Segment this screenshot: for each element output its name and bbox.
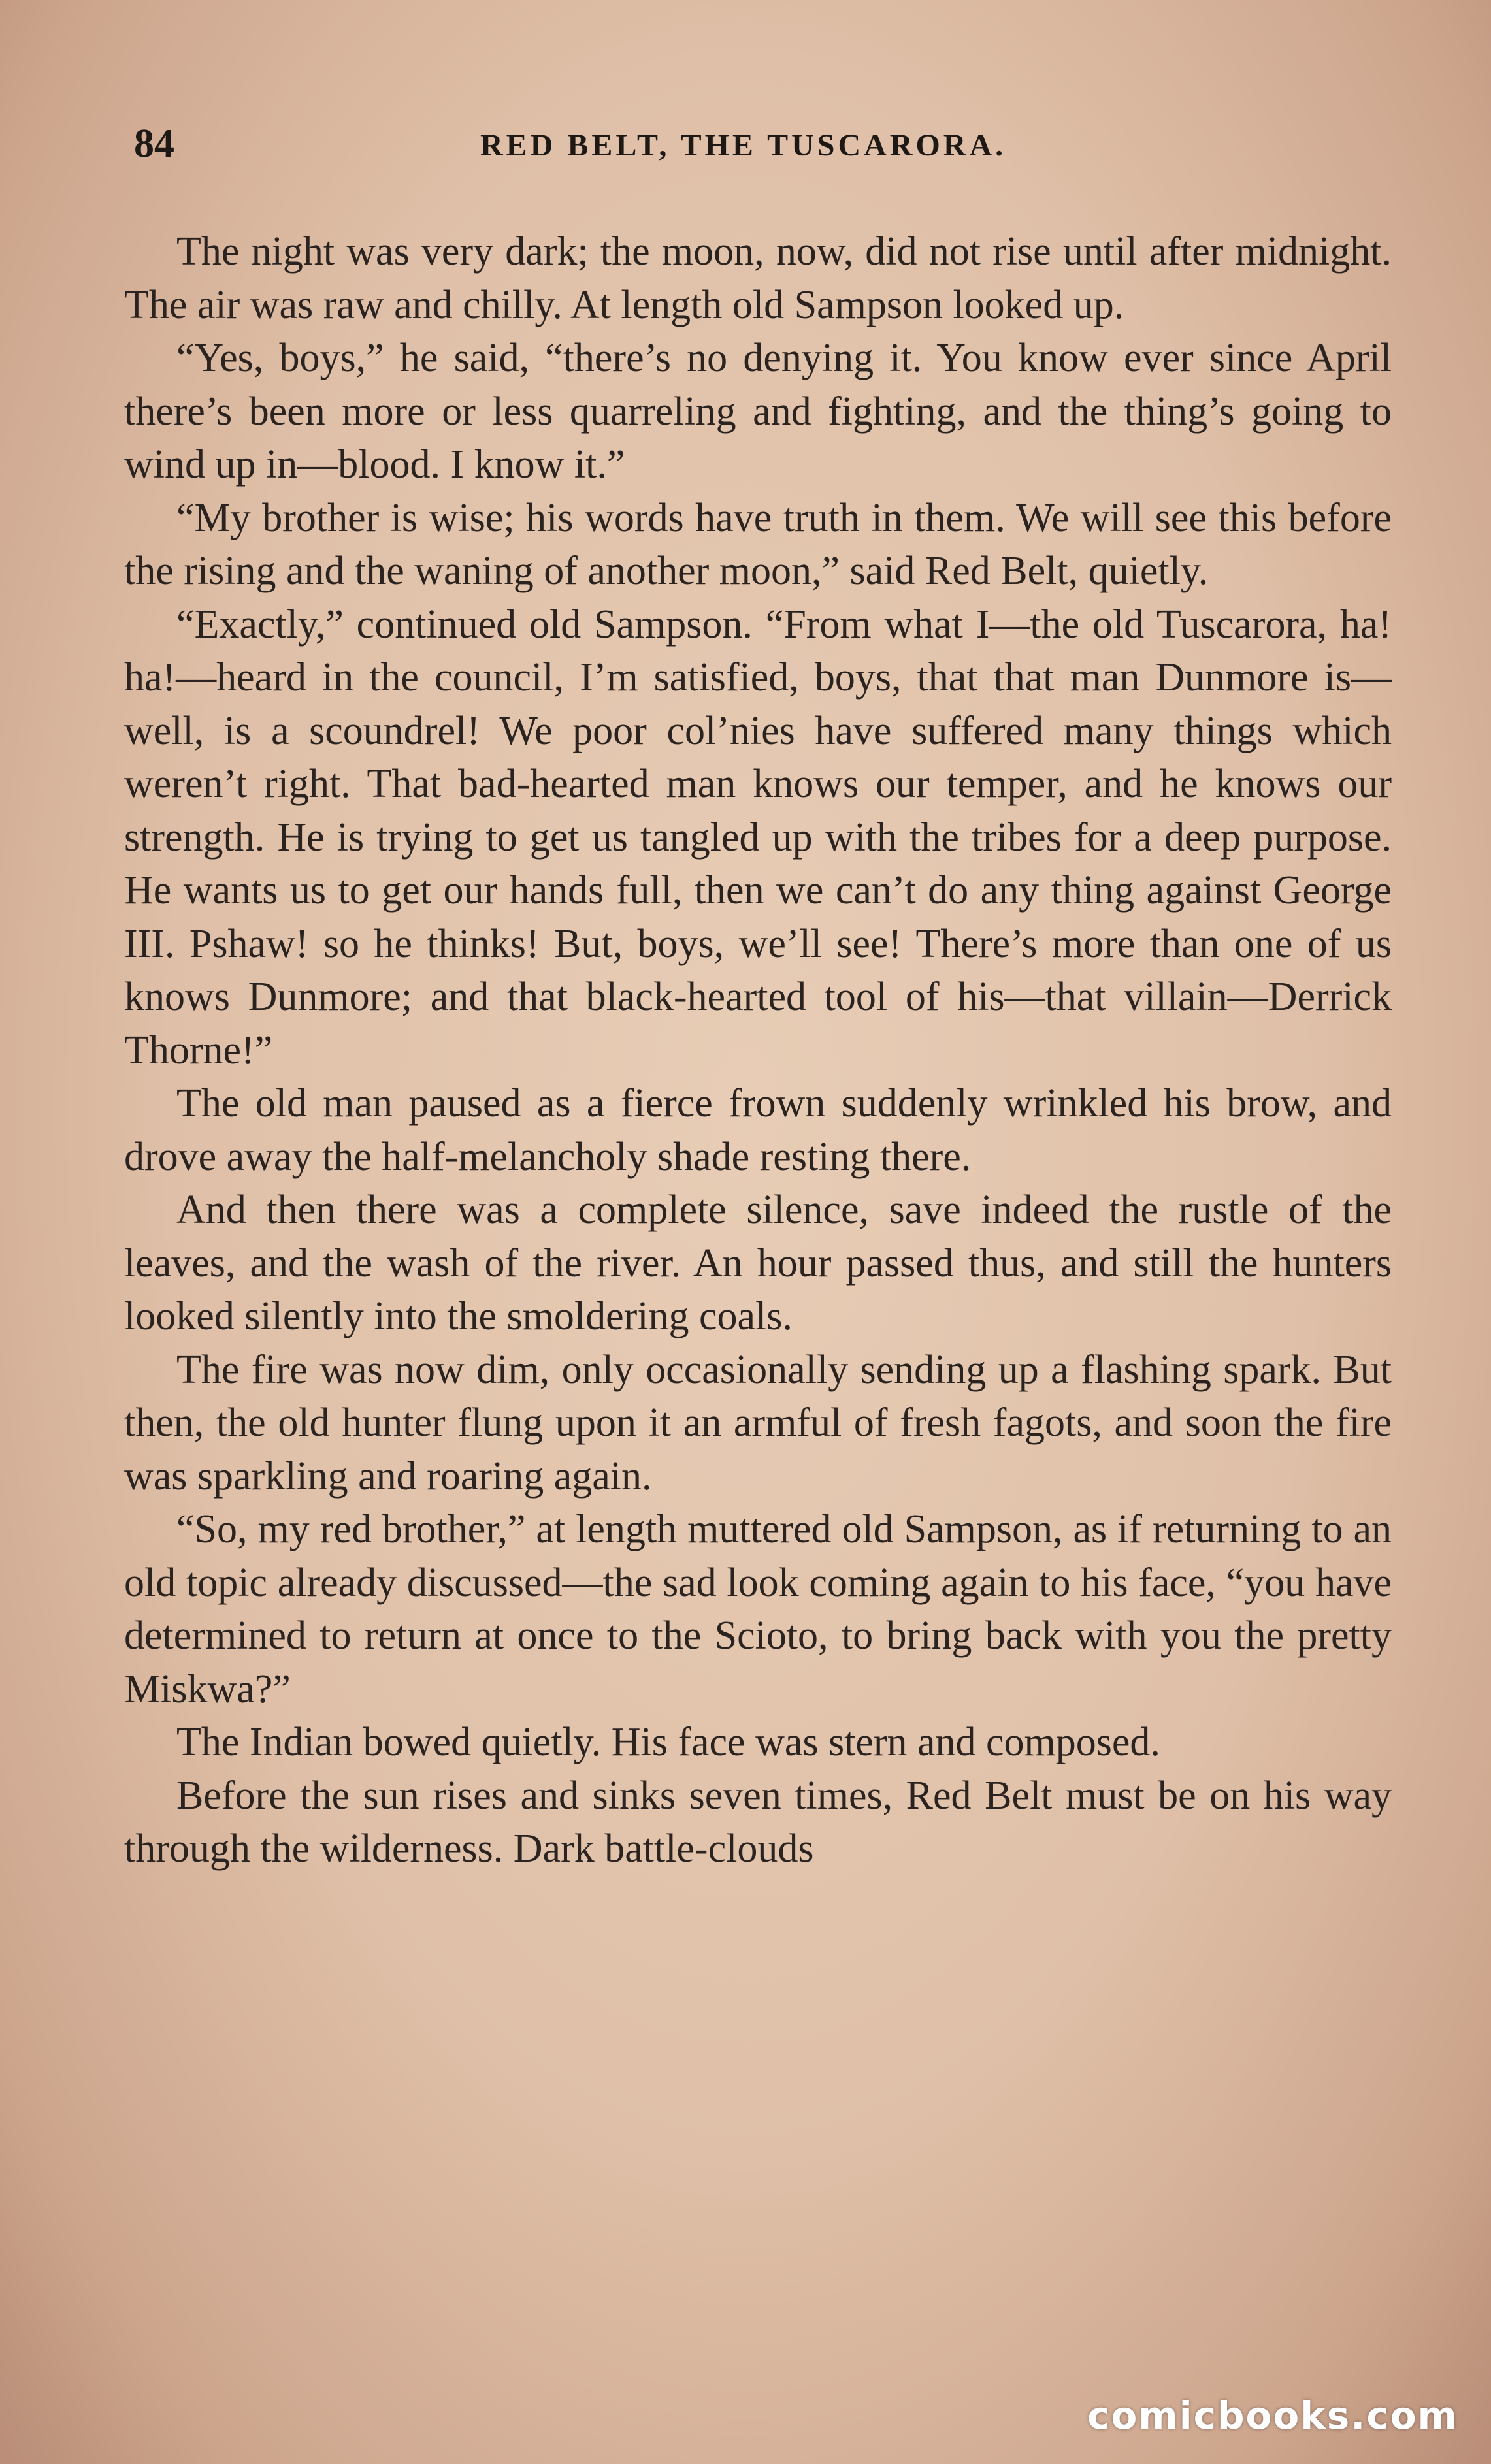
- paragraph: The Indian bowed quietly. His face was stern and composed.: [176, 1720, 1160, 1764]
- paragraph: “Exactly,” continued old Sampson. “From what I—the old Tuscarora, ha! ha!—heard in the council, I’m satisfied, boys, that that man Dunmore is—well, is a scoundrel! We poor col’nies have suffered many things which weren’t right. That bad-hearted man knows our temper, and he knows our strength. He is trying to get us tangled up with the tribes for a deep purpose. He wants us to get our hands full, then we can’t do any thing against George III. Pshaw! so he thinks! But, boys, we’ll see! There’s more than one of us knows Dunmore; and that black-hearted tool of his—that villain—Derrick Thorne!”: [124, 602, 1392, 1073]
- page-number: 84: [134, 122, 174, 166]
- running-title: RED BELT, THE TUSCARORA.: [480, 128, 1007, 163]
- watermark: comicbooks.com: [1087, 2393, 1458, 2438]
- body-text: [124, 225, 1392, 1876]
- paragraph: “Yes, boys,” he said, “there’s no denying it. You know ever since April there’s been more or less quarreling and fighting, and the thing’s going to wind up in—blood. I know it.”: [124, 336, 1392, 487]
- running-head: [134, 114, 1388, 167]
- paragraph: Before the sun rises and sinks seven times, Red Belt must be on his way through the wilderness. Dark battle-clouds: [124, 1773, 1392, 1871]
- paragraph: And then there was a complete silence, save indeed the rustle of the leaves, and the wash of the river. An hour passed thus, and still the hunters looked silently into the smoldering coals.: [124, 1188, 1392, 1338]
- paragraph: “So, my red brother,” at length muttered old Sampson, as if returning to an old topic already discussed—the sad look coming again to his face, “you have determined to return at once to the Scioto, to bring back with you the pretty Miskwa?”: [124, 1507, 1392, 1711]
- paragraph: “My brother is wise; his words have truth in them. We will see this before the rising and the waning of another moon,” said Red Belt, quietly.: [124, 495, 1392, 593]
- paragraph: The fire was now dim, only occasionally sending up a flashing spark. But then, the old hunter flung upon it an armful of fresh fagots, and soon the fire was sparkling and roaring again.: [124, 1347, 1392, 1499]
- paragraph: The old man paused as a fierce frown suddenly wrinkled his brow, and drove away the half-melancholy shade resting there.: [124, 1081, 1392, 1179]
- paragraph: The night was very dark; the moon, now, did not rise until after midnight. The air was raw and chilly. At length old Sampson looked up.: [124, 229, 1392, 327]
